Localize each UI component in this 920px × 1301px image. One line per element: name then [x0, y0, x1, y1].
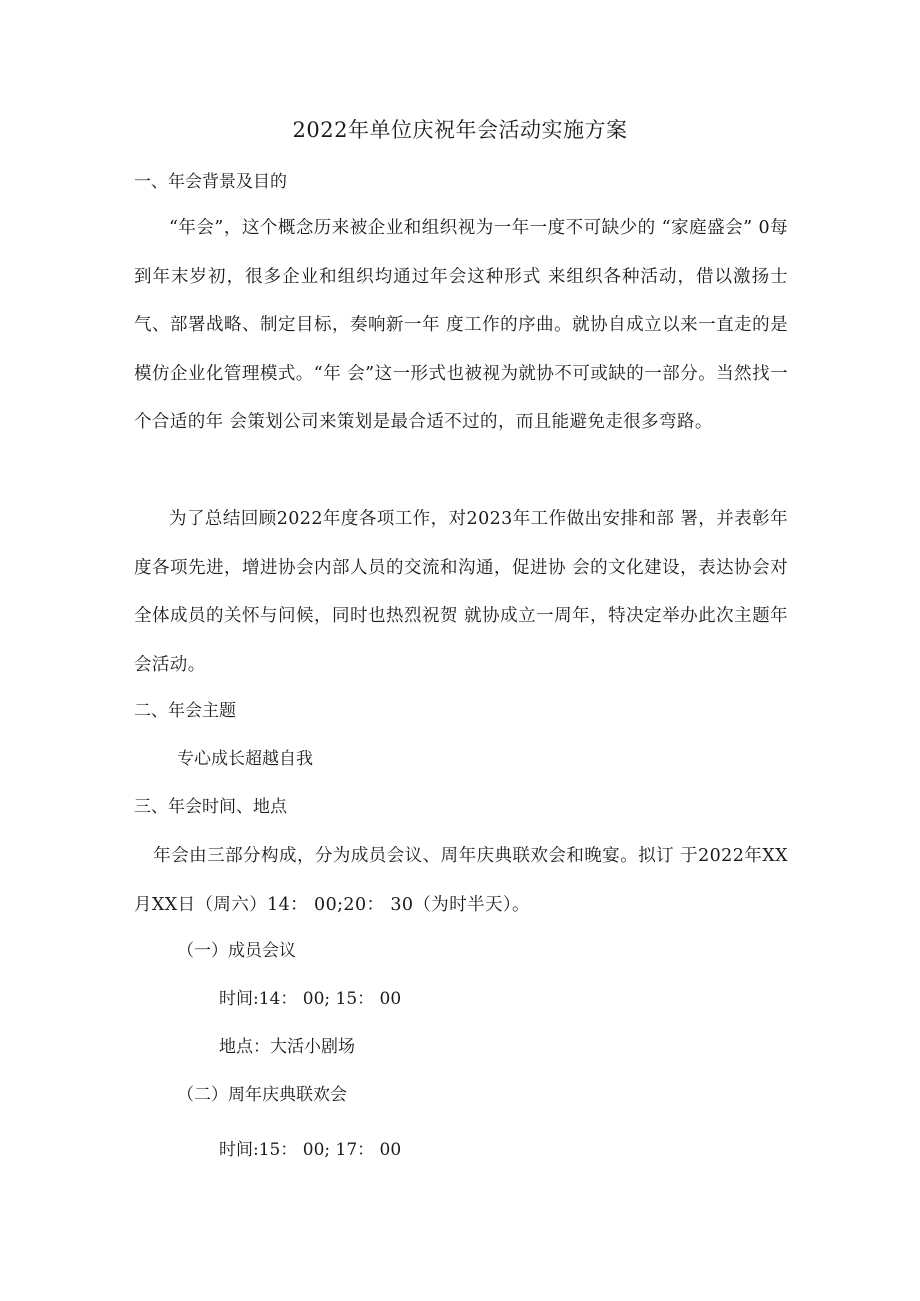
subheading-member-meeting: （一）成员会议: [177, 941, 296, 961]
section-heading-theme: 二、年会主题: [134, 701, 236, 721]
paragraph-background: “年会”，这个概念历来被企业和组织视为一年一度不可缺少的 “家庭盛会” 0每到年末岁初，很多企业和组织均通过年会这种形式 来组织各种活动，借以激扬士气、部署战略、制定目标，奏响新一年 度工作的序曲。就协自成立以来一直走的是模仿企业化管理模式。“年 会”这一形式也被视为就协不可或缺的一部分。当然找一个合适的年 会策划公司来策划是最合适不过的，而且能避免走很多弯路。: [134, 218, 788, 432]
member-meeting-place: 地点：大活小剧场: [219, 1037, 355, 1057]
paragraph-purpose: 为了总结回顾2022年度各项工作，对2023年工作做出安排和部 署，并表彰年度各项先进，增进协会内部人员的交流和沟通，促进协 会的文化建设，表达协会对全体成员的关怀与问候，同时也热烈祝贺 就协成立一周年，特决定举办此次主题年会活动。: [134, 509, 788, 675]
section-heading-background: 一、年会背景及目的: [134, 172, 287, 192]
subheading-anniversary-party: （二）周年庆典联欢会: [177, 1085, 347, 1105]
anniversary-party-time: 时间:15： 00; 17： 00: [219, 1140, 402, 1160]
theme-text: 专心成长超越自我: [177, 749, 313, 769]
member-meeting-time: 时间:14： 00; 15： 00: [219, 989, 402, 1009]
document-title: 2022年单位庆祝年会活动实施方案: [292, 118, 628, 142]
paragraph-time-intro: 年会由三部分构成，分为成员会议、周年庆典联欢会和晚宴。拟订 于2022年XX月XX日（周六）14： 00;20： 30（为时半天）。: [134, 846, 788, 915]
section-heading-time-place: 三、年会时间、地点: [134, 797, 287, 817]
